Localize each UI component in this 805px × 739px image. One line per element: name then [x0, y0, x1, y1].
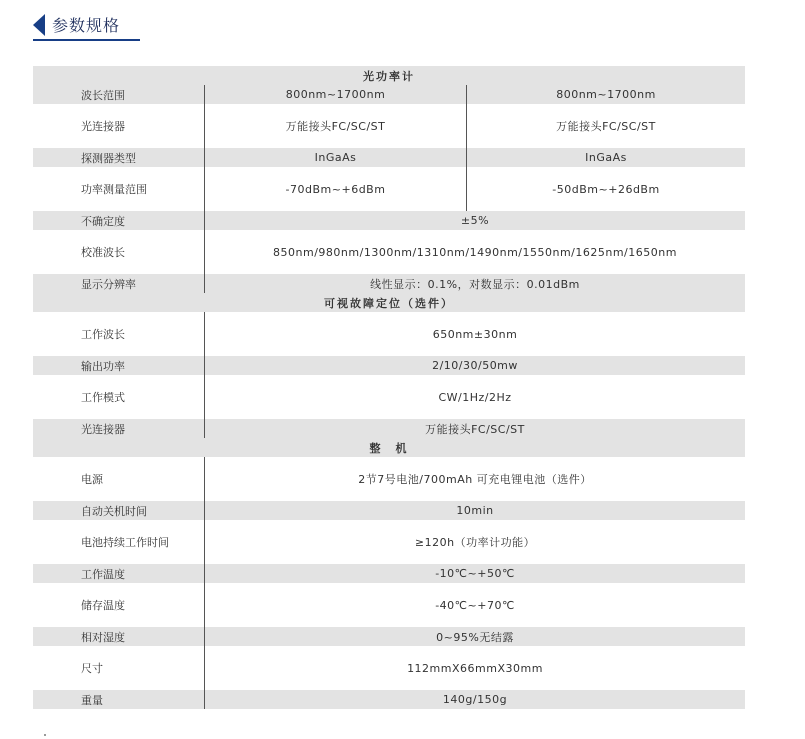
row-value-left: InGaAs: [314, 151, 357, 164]
row-value: -40℃~+70℃: [435, 598, 515, 612]
row-label: 储存温度: [81, 599, 125, 612]
section-title: 光功率计: [363, 69, 415, 83]
section-header-device: [33, 438, 745, 457]
row-value-left: 万能接头FC/SC/ST: [285, 120, 386, 133]
row-value: 万能接头FC/SC/ST: [425, 422, 525, 436]
table-row: [33, 167, 745, 211]
row-value: 2/10/30/50mw: [432, 359, 518, 372]
spec-table: [33, 66, 745, 709]
table-row: [33, 583, 745, 627]
row-label: 工作波长: [81, 328, 125, 341]
row-label: 工作温度: [81, 567, 125, 581]
row-value: 140g/150g: [442, 693, 508, 706]
row-value: ±5%: [460, 214, 490, 227]
section-header: [33, 10, 143, 42]
section-title: 整 机: [369, 441, 409, 455]
section-header-power-meter: [33, 66, 745, 85]
row-value: 112mmX66mmX30mm: [407, 661, 543, 675]
row-label: 自动关机时间: [81, 504, 147, 518]
table-row: [33, 520, 745, 564]
table-row: [33, 501, 745, 520]
row-label: 电池持续工作时间: [81, 536, 169, 549]
table-row: [33, 356, 745, 375]
row-label: 相对湿度: [81, 630, 125, 644]
row-value: 10min: [456, 504, 494, 517]
table-row: [33, 627, 745, 646]
table-row: [33, 419, 745, 438]
table-row: [33, 312, 745, 356]
title-underline: [33, 39, 140, 41]
row-label: 电源: [81, 473, 103, 486]
left-triangle-icon: [33, 14, 45, 36]
table-row: [33, 564, 745, 583]
stray-dot: [44, 734, 46, 736]
table-row: [33, 148, 745, 167]
row-label: 波长范围: [81, 88, 125, 102]
row-value-right: InGaAs: [585, 151, 627, 164]
row-label: 输出功率: [81, 359, 125, 373]
row-label: 尺寸: [81, 662, 103, 675]
table-row: [33, 457, 745, 501]
row-value-right: -50dBm~+26dBm: [552, 182, 660, 196]
row-label: 探测器类型: [81, 151, 136, 165]
table-row: [33, 85, 745, 104]
row-label: 工作模式: [81, 391, 125, 404]
table-row: [33, 646, 745, 690]
row-value: -10℃~+50℃: [435, 567, 515, 580]
row-label: 光连接器: [81, 422, 125, 436]
table-row: [33, 104, 745, 148]
table-row: [33, 230, 745, 274]
row-label: 不确定度: [81, 214, 125, 228]
row-value: 650nm±30nm: [432, 327, 518, 341]
row-value-left: 800nm~1700nm: [285, 88, 386, 101]
table-row: [33, 211, 745, 230]
table-row: [33, 375, 745, 419]
row-value: 0~95%无结露: [436, 630, 514, 644]
row-value: CW/1Hz/2Hz: [438, 390, 512, 404]
page-title: 参数规格: [52, 16, 121, 35]
table-row: [33, 690, 745, 709]
row-label: 功率测量范围: [81, 183, 147, 196]
section-header-vfl: [33, 293, 745, 312]
row-value: ≥120h（功率计功能）: [414, 536, 536, 549]
row-label: 重量: [81, 693, 103, 707]
row-label: 显示分辨率: [81, 277, 136, 291]
table-row: [33, 274, 745, 293]
row-value: 线性显示：0.1%，对数显示：0.01dBm: [370, 277, 580, 291]
row-value-left: -70dBm~+6dBm: [285, 182, 386, 196]
row-value: 2节7号电池/700mAh 可充电锂电池（选件）: [358, 473, 592, 486]
section-title: 可视故障定位（选件）: [324, 296, 454, 310]
row-label: 光连接器: [81, 120, 125, 133]
row-value: 850nm/980nm/1300nm/1310nm/1490nm/1550nm/1625nm/1650nm: [273, 245, 677, 259]
row-value-right: 万能接头FC/SC/ST: [556, 120, 656, 133]
row-label: 校准波长: [81, 246, 125, 259]
row-value-right: 800nm~1700nm: [556, 88, 656, 101]
